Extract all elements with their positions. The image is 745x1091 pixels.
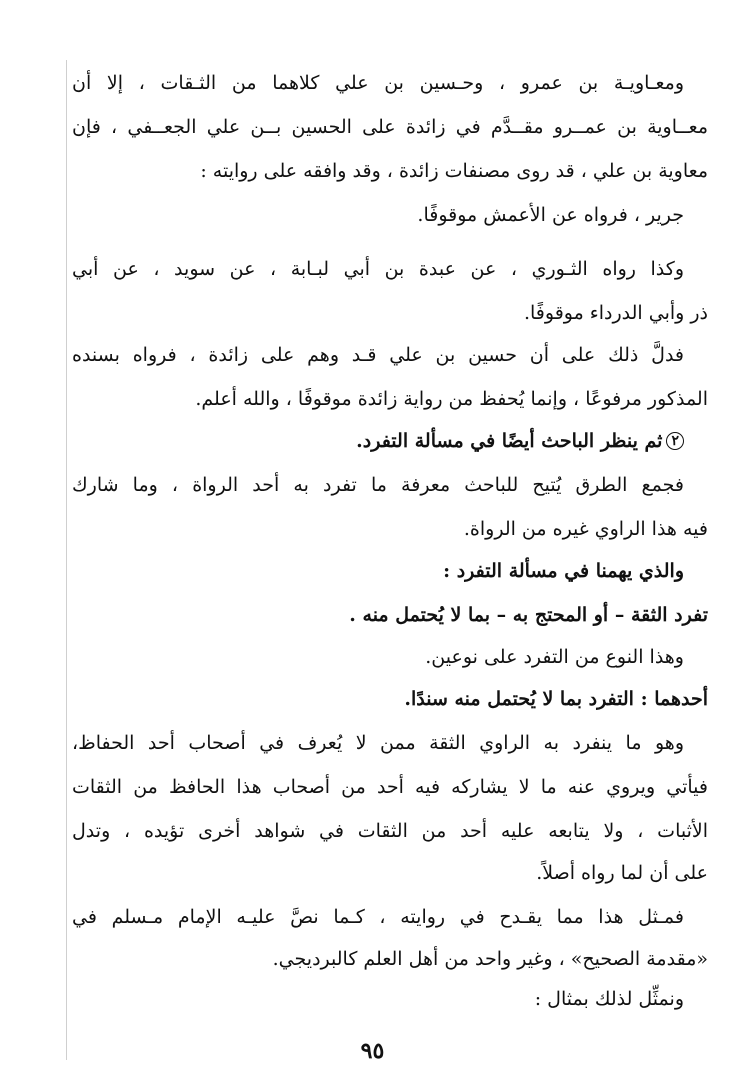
section-number-badge: ٢ bbox=[666, 432, 684, 450]
text-line: وهو ما ينفرد به الراوي الثقة ممن لا يُعرف في أصحاب أحد الحفاظ، bbox=[72, 732, 684, 754]
page-edge-line bbox=[66, 60, 67, 1060]
text-line: معــاوية بن عمــرو مقــدَّم في زائدة على الحسين بــن علي الجعــفي ، فإن bbox=[72, 116, 708, 138]
text-line: ونمثِّل لذلك بمثال : bbox=[534, 988, 684, 1010]
text-line: فيه هذا الراوي غيره من الرواة. bbox=[463, 518, 708, 540]
text-line: وكذا رواه الثـوري ، عن عبدة بن أبي لبـابة ، عن سويد ، عن أبي bbox=[72, 258, 684, 280]
text-line: ذر وأبي الدرداء موقوفًا. bbox=[523, 302, 708, 324]
text-line: جرير ، فرواه عن الأعمش موقوفًا. bbox=[417, 204, 684, 226]
text-line: الأثبات ، ولا يتابعه عليه أحد من الثقات في شواهد أخرى تؤيده ، وتدل bbox=[72, 820, 708, 842]
text-line: فيأتي ويروي عنه ما لا يشاركه فيه أحد من أصحاب هذا الحافظ من الثقات bbox=[72, 776, 708, 798]
section-heading bbox=[356, 426, 684, 456]
text-line: فجمع الطرق يُتيح للباحث معرفة ما تفرد به أحد الرواة ، وما شارك bbox=[72, 474, 684, 496]
text-line: معاوية بن علي ، قد روى مصنفات زائدة ، وقد وافقه على روايته : bbox=[200, 160, 708, 182]
text-line: «مقدمة الصحيح» ، وغير واحد من أهل العلم كالبرديجي. bbox=[272, 948, 708, 970]
page-number: ٩٥ bbox=[360, 1038, 385, 1064]
text-line: على أن لما رواه أصلاً. bbox=[536, 862, 708, 884]
text-line: المذكور مرفوعًا ، وإنما يُحفظ من رواية زائدة موقوفًا ، والله أعلم. bbox=[195, 388, 708, 410]
text-line: فدلَّ ذلك على أن حسين بن علي قـد وهم على زائدة ، فرواه بسنده bbox=[72, 344, 684, 366]
subheading: والذي يهمنا في مسألة التفرد : bbox=[443, 560, 684, 582]
text-line: ومعـاويـة بن عمرو ، وحـسين بن علي كلاهما من الثـقات ، إلا أن bbox=[72, 72, 684, 94]
section-heading-text: ثم ينظر الباحث أيضًا في مسألة التفرد. bbox=[356, 430, 663, 452]
subheading: تفرد الثقة – أو المحتج به – بما لا يُحتمل منه . bbox=[349, 604, 708, 626]
subheading: أحدهما : التفرد بما لا يُحتمل منه سندًا. bbox=[404, 688, 708, 710]
text-line: فمـثل هذا مما يقـدح في روايته ، كـما نصَّ عليـه الإمام مـسلم في bbox=[72, 906, 684, 928]
text-line: وهذا النوع من التفرد على نوعين. bbox=[425, 646, 684, 668]
